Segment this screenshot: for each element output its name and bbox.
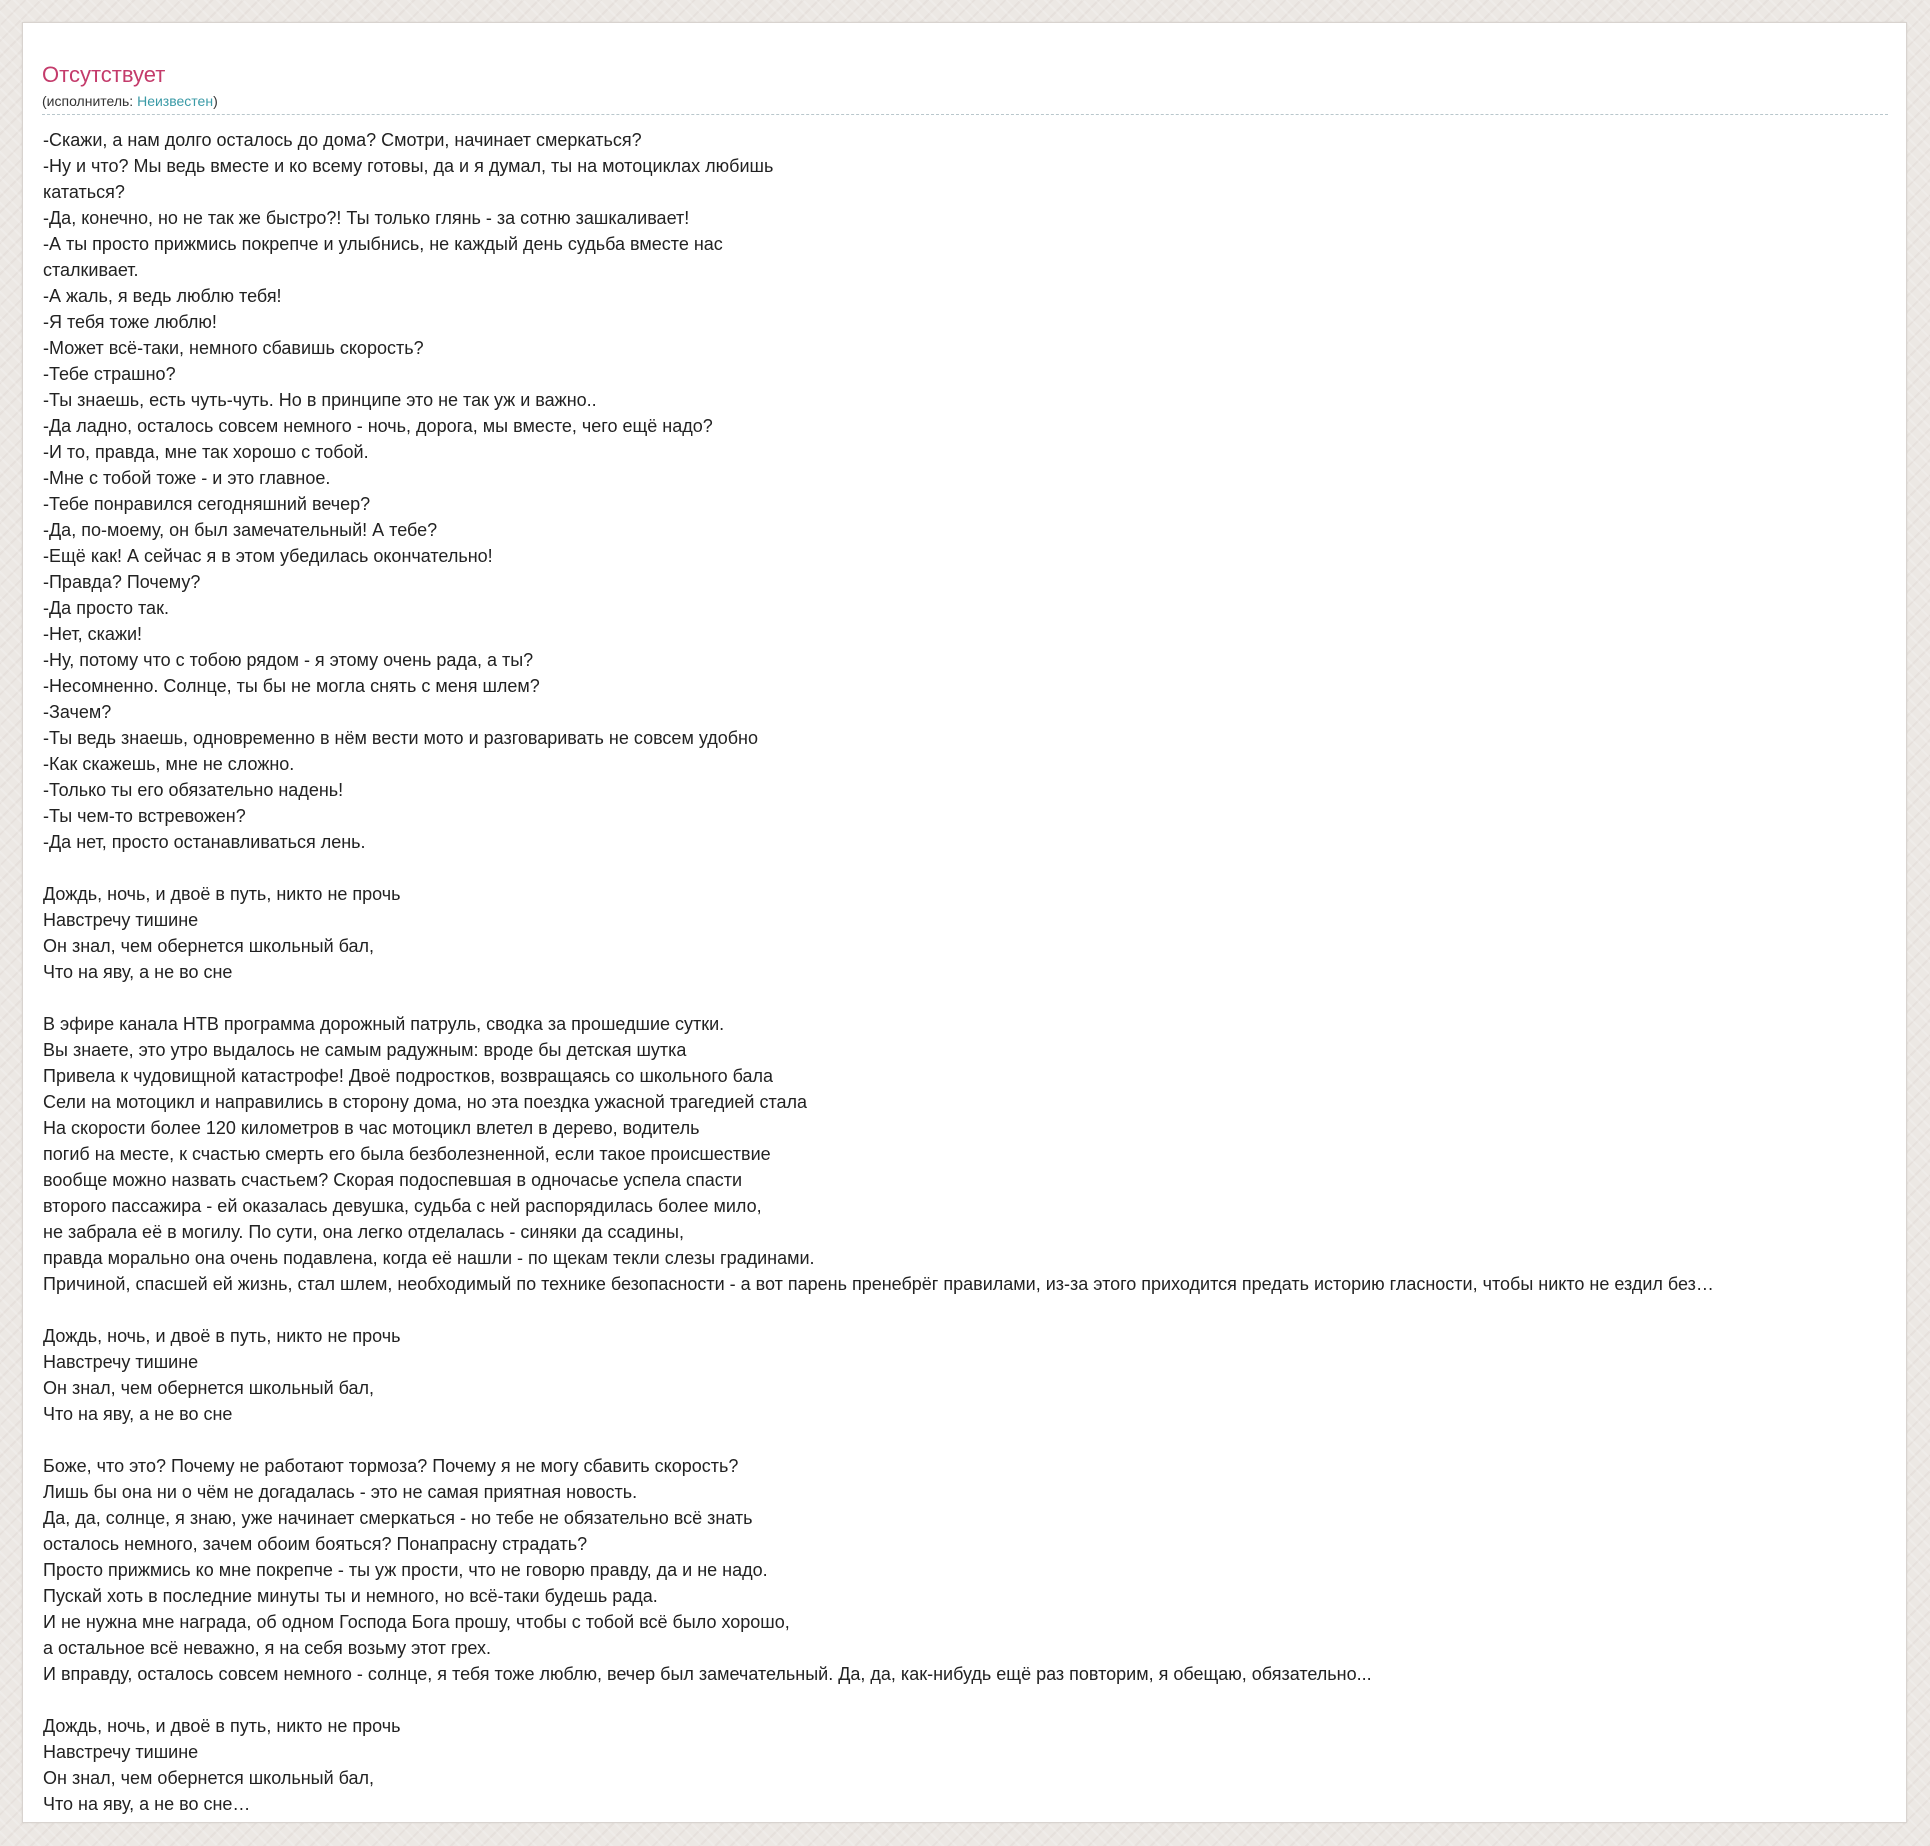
blank-line [43, 855, 1903, 881]
lyric-line: И вправду, осталось совсем немного - солнце, я тебя тоже люблю, вечер был замечательный. Да, да, как-нибудь ещё раз повторим, я обещаю, обязательно... [43, 1664, 1372, 1684]
lyric-line: -Как скажешь, мне не сложно. [43, 754, 295, 774]
lyric-line: Да, да, солнце, я знаю, уже начинает смеркаться - но тебе не обязательно всё знать [43, 1508, 753, 1528]
lyric-line: -А ты просто прижмись покрепче и улыбнись, не каждый день судьба вместе нас [43, 234, 723, 254]
lyric-line: -Да, конечно, но не так же быстро?! Ты только глянь - за сотню зашкаливает! [43, 208, 690, 228]
lyric-line: -Может всё-таки, немного сбавишь скорость? [43, 338, 424, 358]
lyric-line: Сели на мотоцикл и направились в сторону дома, но эта поездка ужасной трагедией стала [43, 1092, 808, 1112]
lyric-line: В эфире канала НТВ программа дорожный патруль, сводка за прошедшие сутки. [43, 1014, 725, 1034]
lyric-line: -А жаль, я ведь люблю тебя! [43, 286, 282, 306]
lyric-line: -Ну, потому что с тобою рядом - я этому очень рада, а ты? [43, 650, 534, 670]
lyric-line: -Ты ведь знаешь, одновременно в нём вести мото и разговаривать не совсем удобно [43, 728, 758, 748]
lyric-line: -Зачем? [43, 702, 112, 722]
lyric-line: -Ты знаешь, есть чуть-чуть. Но в принципе это не так уж и важно.. [43, 390, 597, 410]
lyric-line: не забрала её в могилу. По сути, она легко отделалась - синяки да ссадины, [43, 1222, 684, 1242]
blank-line [43, 985, 1903, 1011]
blank-line [43, 1687, 1903, 1713]
lyric-line: Навстречу тишине [43, 1352, 199, 1372]
lyric-line: -Мне с тобой тоже - и это главное. [43, 468, 331, 488]
lyric-line: Дождь, ночь, и двоё в путь, никто не прочь [43, 1716, 401, 1736]
lyric-line: -Скажи, а нам долго осталось до дома? Смотри, начинает смеркаться? [43, 130, 642, 150]
lyric-line: Что на яву, а не во сне [43, 962, 233, 982]
lyric-line: Просто прижмись ко мне покрепче - ты уж прости, что не говорю правду, да и не надо. [43, 1560, 768, 1580]
lyric-line: -Да ладно, осталось совсем немного - ночь, дорога, мы вместе, чего ещё надо? [43, 416, 713, 436]
artist-suffix: ) [213, 93, 218, 109]
lyric-line: -Да, по-моему, он был замечательный! А тебе? [43, 520, 438, 540]
lyric-line: -Только ты его обязательно надень! [43, 780, 344, 800]
lyric-line: -И то, правда, мне так хорошо с тобой. [43, 442, 369, 462]
lyric-line: Что на яву, а не во сне [43, 1404, 233, 1424]
lyric-line: И не нужна мне награда, об одном Господа Бога прошу, чтобы с тобой всё было хорошо, [43, 1612, 790, 1632]
lyric-line: правда морально она очень подавлена, когда её нашли - по щекам текли слезы градинами. [43, 1248, 815, 1268]
lyric-line: Дождь, ночь, и двоё в путь, никто не прочь [43, 884, 401, 904]
lyric-line: -Да просто так. [43, 598, 169, 618]
lyrics-card [22, 22, 1907, 1823]
lyric-line: -Тебе страшно? [43, 364, 176, 384]
lyric-line: -Тебе понравился сегодняшний вечер? [43, 494, 371, 514]
artist-prefix: (исполнитель: [42, 93, 138, 109]
lyric-line: -Ну и что? Мы ведь вместе и ко всему готовы, да и я думал, ты на мотоциклах любишь [43, 156, 774, 176]
lyric-line: вообще можно назвать счастьем? Скорая подоспевшая в одночасье успела спасти [43, 1170, 743, 1190]
lyric-line: а остальное всё неважно, я на себя возьму этот грех. [43, 1638, 492, 1658]
lyric-line: Он знал, чем обернется школьный бал, [43, 1378, 375, 1398]
lyric-line: На скорости более 120 километров в час мотоцикл влетел в дерево, водитель [43, 1118, 700, 1138]
lyric-line: Причиной, спасшей ей жизнь, стал шлем, необходимый по технике безопасности - а вот парень пренебрёг правилами, из-за этого приходится предать историю гласности, чтобы никто не ездил без… [43, 1274, 1714, 1294]
lyric-line: Навстречу тишине [43, 1742, 199, 1762]
artist-line [42, 93, 218, 110]
lyric-line: -Ещё как! А сейчас я в этом убедилась окончательно! [43, 546, 493, 566]
lyric-line: Навстречу тишине [43, 910, 199, 930]
lyric-line: Привела к чудовищной катастрофе! Двоё подростков, возвращаясь со школьного бала [43, 1066, 774, 1086]
song-header [42, 42, 1888, 115]
lyric-line: второго пассажира - ей оказалась девушка, судьба с ней распорядилась более мило, [43, 1196, 762, 1216]
lyric-line: -Несомненно. Солнце, ты бы не могла снять с меня шлем? [43, 676, 540, 696]
lyric-line: Боже, что это? Почему не работают тормоза? Почему я не могу сбавить скорость? [43, 1456, 739, 1476]
lyric-line: кататься? [43, 182, 125, 202]
song-title: Отсутствует [42, 62, 166, 87]
lyrics-text [43, 127, 1903, 1817]
lyric-line: -Ты чем-то встревожен? [43, 806, 246, 826]
lyric-line: Пускай хоть в последние минуты ты и немного, но всё-таки будешь рада. [43, 1586, 658, 1606]
lyric-line: погиб на месте, к счастью смерть его была безболезненной, если такое происшествие [43, 1144, 771, 1164]
lyric-line: Что на яву, а не во сне… [43, 1794, 251, 1814]
lyric-line: Он знал, чем обернется школьный бал, [43, 1768, 375, 1788]
lyric-line: сталкивает. [43, 260, 139, 280]
lyric-line: Он знал, чем обернется школьный бал, [43, 936, 375, 956]
lyric-line: Лишь бы она ни о чём не догадалась - это не самая приятная новость. [43, 1482, 638, 1502]
artist-link[interactable]: Неизвестен [137, 93, 214, 109]
blank-line [43, 1427, 1903, 1453]
blank-line [43, 1297, 1903, 1323]
lyric-line: Вы знаете, это утро выдалось не самым радужным: вроде бы детская шутка [43, 1040, 687, 1060]
lyric-line: Дождь, ночь, и двоё в путь, никто не прочь [43, 1326, 401, 1346]
lyric-line: -Да нет, просто останавливаться лень. [43, 832, 366, 852]
lyric-line: -Я тебя тоже люблю! [43, 312, 217, 332]
lyric-line: -Правда? Почему? [43, 572, 201, 592]
lyric-line: осталось немного, зачем обоим бояться? Понапрасну страдать? [43, 1534, 588, 1554]
lyric-line: -Нет, скажи! [43, 624, 143, 644]
